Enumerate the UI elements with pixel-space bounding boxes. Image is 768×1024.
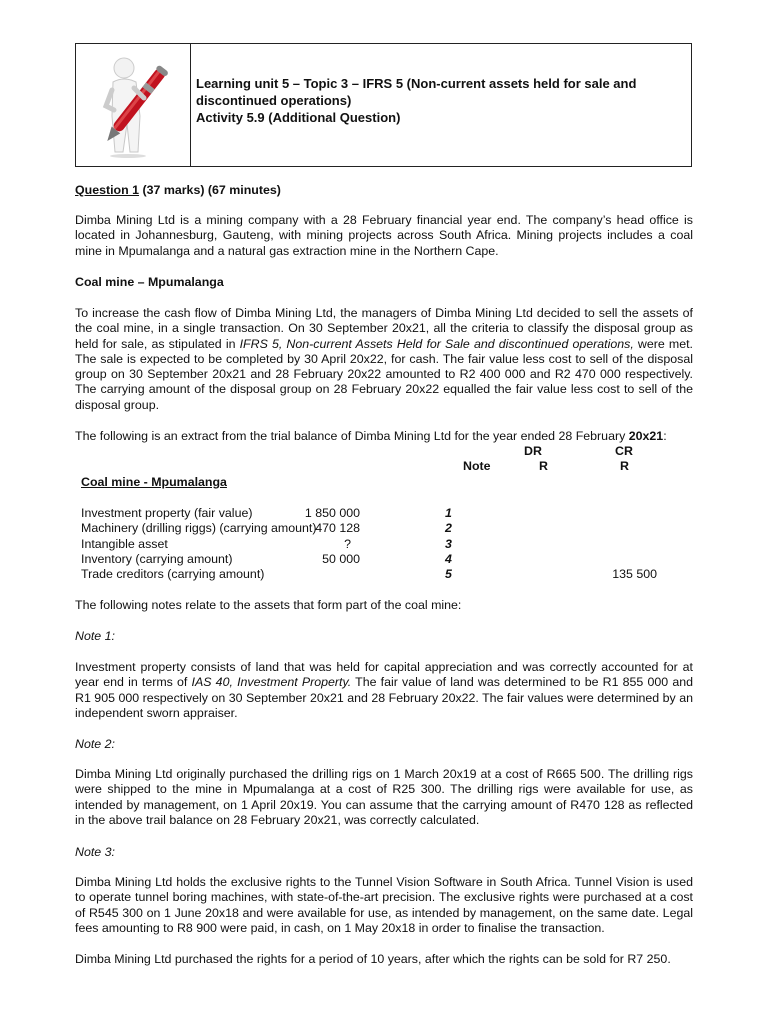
disposal-text-ifrs5: IFRS 5, Non-current Assets Held for Sale and discontinued operations, bbox=[239, 336, 634, 351]
row-dr: 1 850 000 bbox=[304, 506, 360, 520]
question-marks: (37 marks) (67 minutes) bbox=[139, 183, 281, 197]
row-label: Machinery (drilling riggs) (carrying amount) bbox=[81, 521, 317, 535]
question-label: Question 1 bbox=[75, 183, 140, 197]
table-row bbox=[81, 506, 681, 521]
note2-title: Note 2: bbox=[75, 737, 115, 751]
header-icon-cell bbox=[76, 44, 191, 166]
note3-text-2: Dimba Mining Ltd purchased the rights for a period of 10 years, after which the rights can be sold for R7 250. bbox=[75, 952, 671, 966]
row-note: 3 bbox=[445, 537, 452, 551]
header-title bbox=[191, 44, 636, 166]
header-line-2: discontinued operations) bbox=[196, 93, 352, 108]
disposal-text-a: To increase the cash flow of Dimba Mining Ltd, the managers of Dimba Mining Ltd decided to sell the assets of the coal mine, in a single transaction. On 30 September 20x21, all the criteria to classify the disposal group as held for sale, as stipulated in bbox=[75, 306, 693, 351]
row-note: 5 bbox=[445, 567, 452, 581]
question-heading bbox=[75, 183, 693, 198]
note2-text: Dimba Mining Ltd originally purchased the drilling rigs on 1 March 20x19 at a cost of R665 500. The drilling rigs were shipped to the mine in Mpumalanga at a cost of R25 300. The drilling rigs were available for use, as intended by management, on 1 April 20x19. You can assume that the carrying amount of R470 128 as reflected in the above trail balance on 28 February 20x21, was correctly calculated. bbox=[75, 767, 693, 827]
header-line-1: Learning unit 5 – Topic 3 – IFRS 5 (Non-current assets held for sale and bbox=[196, 76, 637, 91]
row-label: Investment property (fair value) bbox=[81, 506, 253, 520]
note3-text: Dimba Mining Ltd holds the exclusive rights to the Tunnel Vision Software in South Africa. Tunnel Vision is used to operate tunnel boring machines, with state-of-the-art precision. The exclusive rights were purchased at a cost of R545 300 on 1 June 20x18 and were available for use, as intended by management, on the same date. Legal fees amounting to R8 900 were paid, in cash, on 1 May 20x18 in order to finalise the transaction. bbox=[75, 875, 693, 935]
col-unit-cr: R bbox=[620, 459, 629, 473]
disposal-text-c: were met. The sale is expected to be completed by 30 April 20x22, for cash. The fair value less cost to sell of the disposal group on 30 September 20x21 and 28 February 20x22 amounted to R2 400 000 and R2 470 000 respectively. The carrying amount of the disposal group on 28 February 20x22 equalled the fair value less cost to sell of the disposal group. bbox=[75, 336, 693, 412]
header-box bbox=[75, 43, 692, 167]
row-label: Intangible asset bbox=[81, 537, 168, 551]
table-row bbox=[81, 521, 681, 536]
note1-text bbox=[75, 660, 693, 721]
col-header-note: Note bbox=[463, 459, 491, 473]
row-label: Trade creditors (carrying amount) bbox=[81, 567, 265, 581]
table-row bbox=[81, 552, 681, 567]
table-row bbox=[81, 537, 681, 552]
row-cr: 135 500 bbox=[612, 567, 657, 581]
row-note: 1 bbox=[445, 506, 452, 520]
tb-section-heading: Coal mine - Mpumalanga bbox=[81, 475, 227, 489]
coal-mine-heading: Coal mine – Mpumalanga bbox=[75, 275, 224, 289]
header-line-3: Activity 5.9 (Additional Question) bbox=[196, 110, 401, 125]
col-unit-dr: R bbox=[539, 459, 548, 473]
table-row bbox=[81, 567, 681, 582]
col-header-dr: DR bbox=[524, 444, 542, 458]
row-dr: 50 000 bbox=[322, 552, 360, 566]
note1-text-c: The fair value of land was determined to be R1 855 000 and R1 905 000 respectively on 30 September 20x21 and 28 February 20x22. The fair values were determined by an independent sworn appraiser. bbox=[75, 675, 693, 720]
row-note: 2 bbox=[445, 521, 452, 535]
tb-intro-year: 20x21 bbox=[628, 429, 664, 443]
notes-intro: The following notes relate to the assets that form part of the coal mine: bbox=[75, 598, 462, 612]
note3-title: Note 3: bbox=[75, 845, 115, 859]
figure-with-pen-icon bbox=[94, 54, 174, 159]
row-dr: 470 128 bbox=[315, 521, 360, 535]
intro-paragraph: Dimba Mining Ltd is a mining company with a 28 February financial year end. The company’s head office is located in Johannesburg, Gauteng, with mining projects across South Africa. Mining projects includes a coal mine in Mpumalanga and a natural gas extraction mine in the Northern Cape. bbox=[75, 213, 693, 258]
tb-intro-text: The following is an extract from the trial balance of Dimba Mining Ltd for the year ended 28 February bbox=[75, 429, 629, 443]
trial-balance-intro bbox=[75, 429, 693, 444]
note1-text-ias40: IAS 40, Investment Property. bbox=[191, 675, 352, 690]
note1-text-a: Investment property consists of land that was held for capital appreciation and was correctly accounted for at year end in terms of bbox=[75, 660, 693, 690]
col-header-cr: CR bbox=[615, 444, 633, 458]
tb-intro-colon: : bbox=[663, 429, 667, 443]
note1-title: Note 1: bbox=[75, 629, 115, 643]
row-note: 4 bbox=[445, 552, 452, 566]
row-label: Inventory (carrying amount) bbox=[81, 552, 233, 566]
row-dr: ? bbox=[344, 537, 351, 551]
disposal-paragraph bbox=[75, 306, 693, 413]
